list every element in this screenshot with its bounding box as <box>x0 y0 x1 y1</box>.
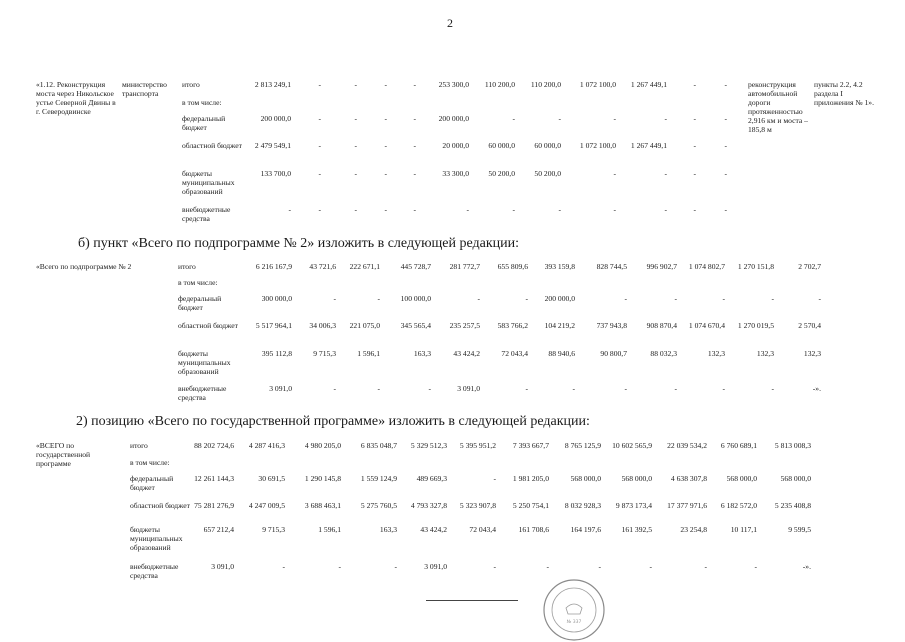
value-cell: 9 873 173,4 <box>615 501 652 510</box>
value-cell: 8 765 125,9 <box>564 441 601 450</box>
value-cell: 6 216 167,9 <box>255 262 292 271</box>
value-cell: - <box>384 114 387 123</box>
value-cell: 300 000,0 <box>261 294 292 303</box>
value-cell: 5 517 964,1 <box>255 321 292 330</box>
value-cell: 90 800,7 <box>600 349 627 358</box>
value-cell: 88 940,6 <box>548 349 575 358</box>
value-cell: 737 943,8 <box>596 321 627 330</box>
value-cell: - <box>493 562 496 571</box>
value-cell: - <box>428 384 431 393</box>
row-label: в том числе: <box>178 278 218 287</box>
value-cell: - <box>558 205 561 214</box>
value-cell: - <box>288 205 291 214</box>
value-cell: - <box>338 562 341 571</box>
value-cell: - <box>384 80 387 89</box>
value-cell: - <box>512 205 515 214</box>
value-cell: 12 261 144,3 <box>194 474 234 483</box>
value-cell: - <box>377 294 380 303</box>
value-cell: - <box>624 384 627 393</box>
row-label: федеральный бюджет <box>182 114 226 132</box>
value-cell: 393 159,8 <box>544 262 575 271</box>
value-cell: - <box>512 114 515 123</box>
value-cell: - <box>282 562 285 571</box>
value-cell: 235 257,5 <box>449 321 480 330</box>
value-cell: - <box>413 141 416 150</box>
value-cell: - <box>724 141 727 150</box>
value-cell: 88 032,3 <box>650 349 677 358</box>
value-cell: - <box>722 294 725 303</box>
value-cell: 657 212,4 <box>203 525 234 534</box>
row-label: итого <box>130 441 148 450</box>
value-cell: 9 715,3 <box>262 525 285 534</box>
value-cell: - <box>318 169 321 178</box>
row-label: в том числе: <box>182 98 222 107</box>
value-cell: - <box>377 384 380 393</box>
value-cell: 104 219,2 <box>544 321 575 330</box>
value-cell: 3 091,0 <box>457 384 480 393</box>
subprogram-total-cell: «Всего по подпрограмме № 2 <box>36 262 132 271</box>
value-cell: - <box>613 205 616 214</box>
value-cell: -». <box>802 562 811 571</box>
page-number: 2 <box>447 16 453 30</box>
program-total-cell: «ВСЕГО по государственной программе <box>36 441 91 468</box>
value-cell: 3 091,0 <box>269 384 292 393</box>
value-cell: - <box>466 205 469 214</box>
value-cell: 200 000,0 <box>438 114 469 123</box>
value-cell: - <box>477 294 480 303</box>
value-cell: - <box>693 80 696 89</box>
value-cell: - <box>724 114 727 123</box>
value-cell: - <box>664 205 667 214</box>
value-cell: - <box>771 384 774 393</box>
value-cell: 200 000,0 <box>544 294 575 303</box>
value-cell: 1 267 449,1 <box>630 80 667 89</box>
value-cell: 164 197,6 <box>570 525 601 534</box>
value-cell: 100 000,0 <box>400 294 431 303</box>
official-stamp-icon <box>542 578 606 642</box>
value-cell: - <box>354 169 357 178</box>
heading-b: б) пункт «Всего по подпрограмме № 2» изложить в следующей редакции: <box>78 236 520 251</box>
value-cell: - <box>413 80 416 89</box>
value-cell: - <box>354 114 357 123</box>
value-cell: - <box>693 169 696 178</box>
heading-2: 2) позицию «Всего по государственной программе» изложить в следующей редакции: <box>76 414 590 429</box>
value-cell: - <box>318 80 321 89</box>
value-cell: - <box>384 169 387 178</box>
row-label: внебюджетные средства <box>182 205 231 223</box>
row-label: федеральный бюджет <box>178 294 222 312</box>
value-cell: 23 254,8 <box>680 525 707 534</box>
value-cell: - <box>693 205 696 214</box>
executor-cell: министерство транспорта <box>122 80 167 98</box>
object-name-cell: «1.12. Реконструкция моста через Никольское устье Северной Двины в г. Северодвинске <box>36 80 116 116</box>
value-cell: 3 688 463,1 <box>304 501 341 510</box>
value-cell: 133 700,0 <box>260 169 291 178</box>
value-cell: 60 000,0 <box>534 141 561 150</box>
value-cell: - <box>394 562 397 571</box>
row-label: внебюджетные средства <box>178 384 227 402</box>
value-cell: 5 235 408,8 <box>774 501 811 510</box>
value-cell: - <box>704 562 707 571</box>
value-cell: - <box>771 294 774 303</box>
value-cell: - <box>674 384 677 393</box>
value-cell: - <box>664 169 667 178</box>
value-cell: 88 202 724,6 <box>194 441 234 450</box>
value-cell: 110 200,0 <box>530 80 561 89</box>
row-label: областной бюджет <box>182 141 242 150</box>
value-cell: 132,3 <box>756 349 774 358</box>
value-cell: - <box>546 562 549 571</box>
value-cell: 22 039 534,2 <box>667 441 707 450</box>
value-cell: 33 300,0 <box>442 169 469 178</box>
value-cell: 655 809,6 <box>497 262 528 271</box>
value-cell: 445 728,7 <box>400 262 431 271</box>
value-cell: - <box>818 294 821 303</box>
value-cell: - <box>724 169 727 178</box>
value-cell: 222 671,1 <box>349 262 380 271</box>
value-cell: 7 393 667,7 <box>512 441 549 450</box>
value-cell: 996 902,7 <box>646 262 677 271</box>
value-cell: 30 691,5 <box>258 474 285 483</box>
value-cell: - <box>525 384 528 393</box>
value-cell: 281 772,7 <box>449 262 480 271</box>
value-cell: 1 074 670,4 <box>688 321 725 330</box>
value-cell: 908 870,4 <box>646 321 677 330</box>
value-cell: - <box>318 205 321 214</box>
value-cell: - <box>413 114 416 123</box>
value-cell: - <box>724 205 727 214</box>
value-cell: 568 000,0 <box>621 474 652 483</box>
value-cell: - <box>754 562 757 571</box>
value-cell: 6 182 572,0 <box>720 501 757 510</box>
value-cell: 1 596,1 <box>318 525 341 534</box>
value-cell: 6 835 048,7 <box>360 441 397 450</box>
value-cell: - <box>493 474 496 483</box>
result-cell: реконструкция автомобильной дороги протяженностью 2,916 км и моста – 185,8 м <box>748 80 808 134</box>
value-cell: 5 275 760,5 <box>360 501 397 510</box>
value-cell: - <box>318 114 321 123</box>
value-cell: - <box>384 205 387 214</box>
row-label: бюджеты муниципальных образований <box>178 349 231 376</box>
value-cell: 568 000,0 <box>780 474 811 483</box>
value-cell: 583 766,2 <box>497 321 528 330</box>
value-cell: - <box>384 141 387 150</box>
value-cell: 1 074 802,7 <box>688 262 725 271</box>
value-cell: 253 300,0 <box>438 80 469 89</box>
value-cell: - <box>724 80 727 89</box>
row-label: в том числе: <box>130 458 170 467</box>
value-cell: - <box>722 384 725 393</box>
value-cell: - <box>693 141 696 150</box>
value-cell: 3 091,0 <box>424 562 447 571</box>
value-cell: 72 043,4 <box>501 349 528 358</box>
value-cell: 3 091,0 <box>211 562 234 571</box>
value-cell: 163,3 <box>413 349 431 358</box>
value-cell: 132,3 <box>707 349 725 358</box>
value-cell: 75 281 276,9 <box>194 501 234 510</box>
row-label: внебюджетные средства <box>130 562 179 580</box>
value-cell: 110 200,0 <box>484 80 515 89</box>
value-cell: 1 072 100,0 <box>579 141 616 150</box>
value-cell: - <box>525 294 528 303</box>
value-cell: 8 032 928,3 <box>564 501 601 510</box>
row-label: областной бюджет <box>130 501 190 510</box>
links-cell: пункты 2.2, 4.2 раздела I приложения № 1». <box>814 80 874 107</box>
value-cell: 1 072 100,0 <box>579 80 616 89</box>
value-cell: 4 638 307,8 <box>670 474 707 483</box>
value-cell: - <box>664 114 667 123</box>
value-cell: 163,3 <box>379 525 397 534</box>
value-cell: 10 117,1 <box>730 525 757 534</box>
value-cell: 43 424,2 <box>420 525 447 534</box>
value-cell: 2 813 249,1 <box>254 80 291 89</box>
value-cell: 4 247 009,5 <box>248 501 285 510</box>
value-cell: 4 980 205,0 <box>304 441 341 450</box>
value-cell: 43 721,6 <box>309 262 336 271</box>
value-cell: 2 479 549,1 <box>254 141 291 150</box>
row-label: бюджеты муниципальных образований <box>182 169 235 196</box>
value-cell: - <box>572 384 575 393</box>
value-cell: - <box>333 294 336 303</box>
value-cell: -». <box>812 384 821 393</box>
value-cell: - <box>674 294 677 303</box>
value-cell: - <box>598 562 601 571</box>
row-label: бюджеты муниципальных образований <box>130 525 183 552</box>
value-cell: 9 599,5 <box>788 525 811 534</box>
value-cell: 50 200,0 <box>534 169 561 178</box>
value-cell: 4 793 327,8 <box>410 501 447 510</box>
value-cell: 2 570,4 <box>798 321 821 330</box>
row-label: итого <box>178 262 196 271</box>
value-cell: 1 596,1 <box>357 349 380 358</box>
value-cell: 6 760 689,1 <box>720 441 757 450</box>
value-cell: - <box>693 114 696 123</box>
value-cell: 72 043,4 <box>469 525 496 534</box>
value-cell: 34 006,3 <box>309 321 336 330</box>
value-cell: 43 424,2 <box>453 349 480 358</box>
value-cell: 1 559 124,9 <box>360 474 397 483</box>
row-label: итого <box>182 80 200 89</box>
value-cell: - <box>354 80 357 89</box>
value-cell: 5 323 907,8 <box>459 501 496 510</box>
value-cell: - <box>624 294 627 303</box>
value-cell: 9 715,3 <box>313 349 336 358</box>
value-cell: 1 290 145,8 <box>304 474 341 483</box>
value-cell: 4 287 416,3 <box>248 441 285 450</box>
value-cell: 828 744,5 <box>596 262 627 271</box>
value-cell: 5 813 008,3 <box>774 441 811 450</box>
value-cell: 5 395 951,2 <box>459 441 496 450</box>
value-cell: 20 000,0 <box>442 141 469 150</box>
value-cell: 60 000,0 <box>488 141 515 150</box>
value-cell: 161 708,6 <box>518 525 549 534</box>
value-cell: - <box>354 141 357 150</box>
value-cell: 17 377 971,6 <box>667 501 707 510</box>
value-cell: 221 075,0 <box>349 321 380 330</box>
value-cell: - <box>318 141 321 150</box>
value-cell: 489 669,3 <box>416 474 447 483</box>
value-cell: 5 250 754,1 <box>512 501 549 510</box>
value-cell: - <box>413 205 416 214</box>
value-cell: - <box>354 205 357 214</box>
value-cell: 1 270 151,8 <box>737 262 774 271</box>
value-cell: 50 200,0 <box>488 169 515 178</box>
row-label: областной бюджет <box>178 321 238 330</box>
value-cell: 395 112,8 <box>261 349 292 358</box>
value-cell: 1 981 205,0 <box>512 474 549 483</box>
row-label: федеральный бюджет <box>130 474 174 492</box>
value-cell: 200 000,0 <box>260 114 291 123</box>
value-cell: 568 000,0 <box>726 474 757 483</box>
value-cell: 132,3 <box>803 349 821 358</box>
svg-text:№ 337: № 337 <box>566 620 582 625</box>
value-cell: 345 565,4 <box>400 321 431 330</box>
value-cell: - <box>413 169 416 178</box>
value-cell: 1 270 019,5 <box>737 321 774 330</box>
value-cell: 2 702,7 <box>798 262 821 271</box>
value-cell: 5 329 512,3 <box>410 441 447 450</box>
signature-line <box>426 600 518 601</box>
value-cell: - <box>613 169 616 178</box>
value-cell: - <box>558 114 561 123</box>
value-cell: 568 000,0 <box>570 474 601 483</box>
value-cell: - <box>649 562 652 571</box>
value-cell: - <box>333 384 336 393</box>
value-cell: - <box>613 114 616 123</box>
value-cell: 1 267 449,1 <box>630 141 667 150</box>
value-cell: 10 602 565,9 <box>612 441 652 450</box>
value-cell: 161 392,5 <box>621 525 652 534</box>
